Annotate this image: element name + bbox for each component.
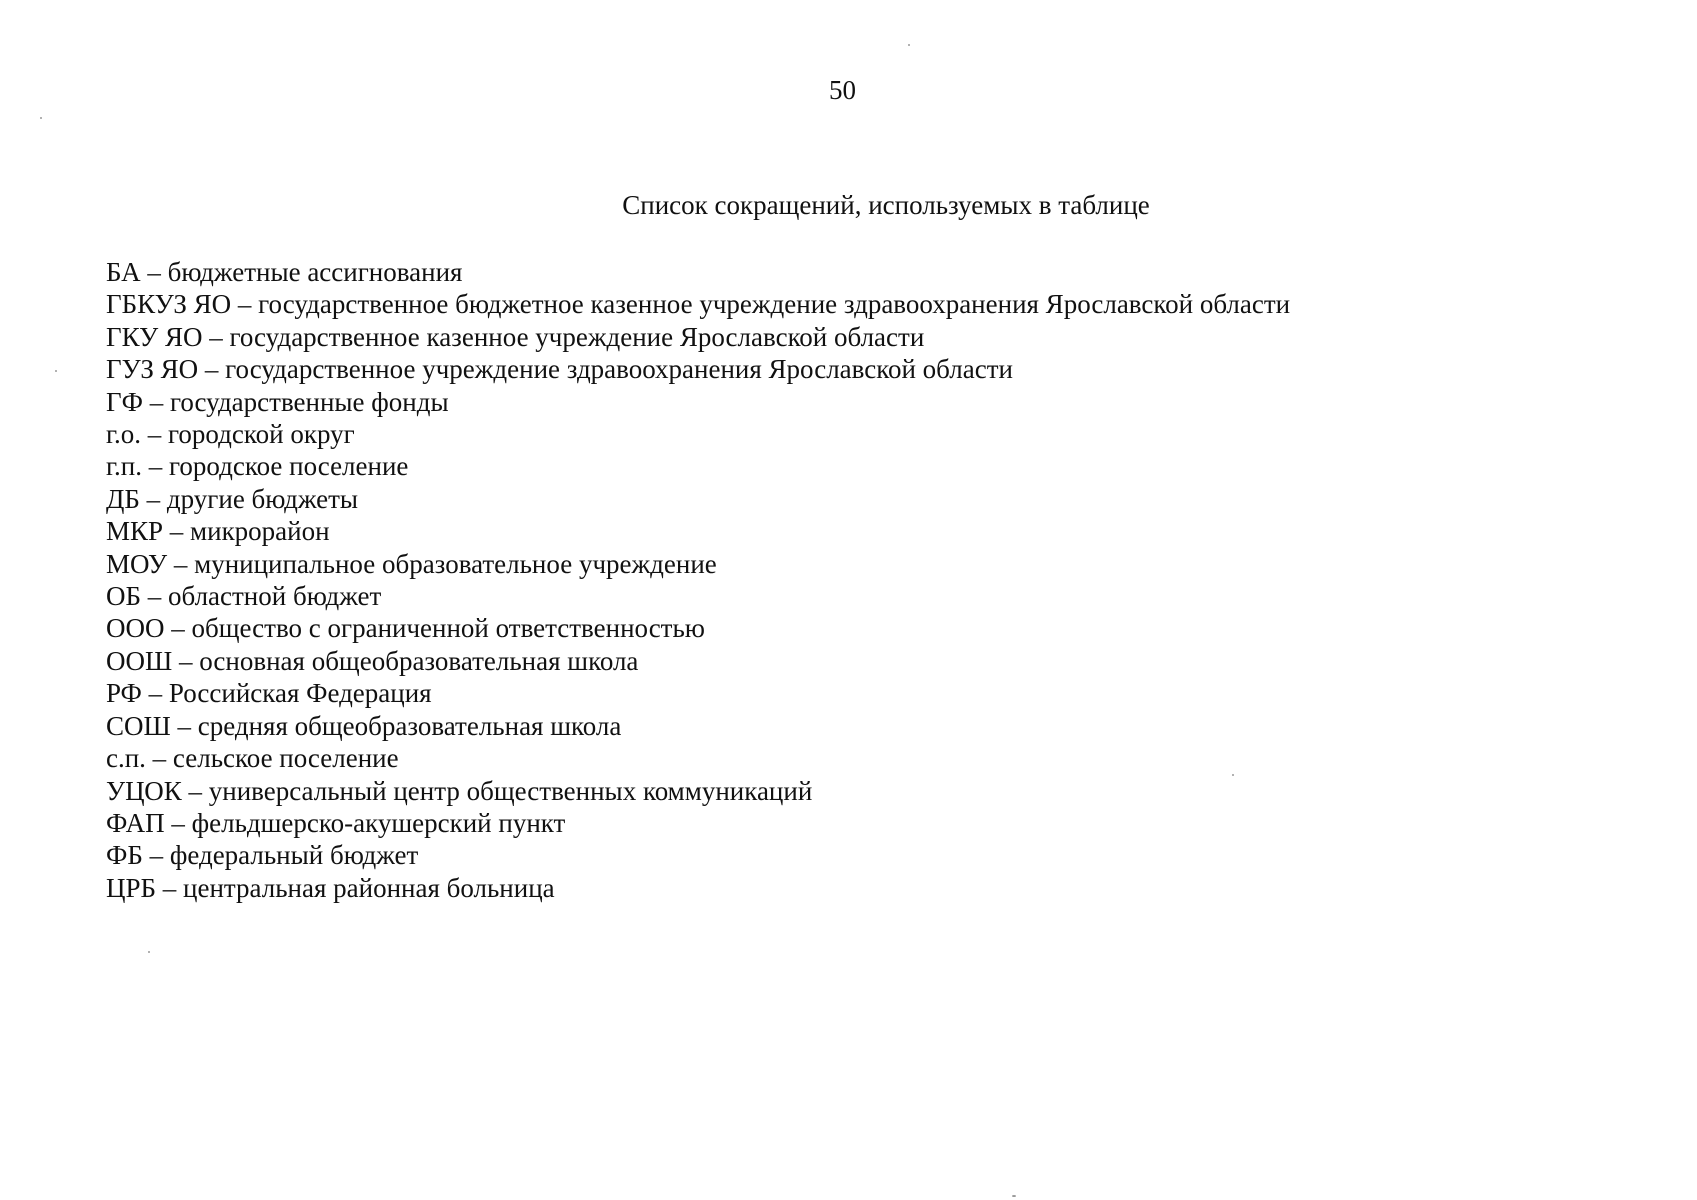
- list-item: г.п. – городское поселение: [106, 451, 409, 482]
- list-item: ГКУ ЯО – государственное казенное учреждение Ярославской области: [106, 321, 925, 352]
- page-title: Список сокращений, используемых в таблице: [622, 190, 1150, 220]
- list-item: РФ – Российская Федерация: [106, 678, 432, 709]
- scan-speck: [55, 370, 57, 372]
- list-item: СОШ – средняя общеобразовательная школа: [106, 710, 622, 741]
- list-item: ОБ – областной бюджет: [106, 581, 382, 612]
- list-item: ГФ – государственные фонды: [106, 386, 449, 417]
- list-item: МОУ – муниципальное образовательное учреждение: [106, 548, 717, 579]
- scan-speck: [1232, 774, 1234, 776]
- list-item: МКР – микрорайон: [106, 516, 330, 547]
- list-item: ООШ – основная общеобразовательная школа: [106, 645, 639, 676]
- list-item: ГУЗ ЯО – государственное учреждение здравоохранения Ярославской области: [106, 354, 1013, 385]
- list-item: ДБ – другие бюджеты: [106, 483, 359, 514]
- scan-speck: [40, 117, 42, 119]
- scan-speck: [148, 951, 150, 953]
- abbreviation-list: [106, 256, 1290, 904]
- list-item: ФАП – фельдшерско-акушерский пункт: [106, 807, 566, 838]
- list-item: ООО – общество с ограниченной ответственностью: [106, 613, 705, 644]
- page-number: 50: [829, 75, 856, 105]
- list-item: ФБ – федеральный бюджет: [106, 840, 419, 871]
- list-item: с.п. – сельское поселение: [106, 743, 399, 774]
- scan-speck: [908, 44, 910, 46]
- list-item: г.о. – городской округ: [106, 419, 355, 450]
- list-item: ЦРБ – центральная районная больница: [106, 872, 555, 903]
- list-item: БА – бюджетные ассигнования: [106, 257, 463, 287]
- scan-speck: [1012, 1195, 1016, 1197]
- list-item: УЦОК – универсальный центр общественных коммуникаций: [106, 775, 813, 806]
- list-item: ГБКУЗ ЯО – государственное бюджетное казенное учреждение здравоохранения Ярославской области: [106, 289, 1291, 320]
